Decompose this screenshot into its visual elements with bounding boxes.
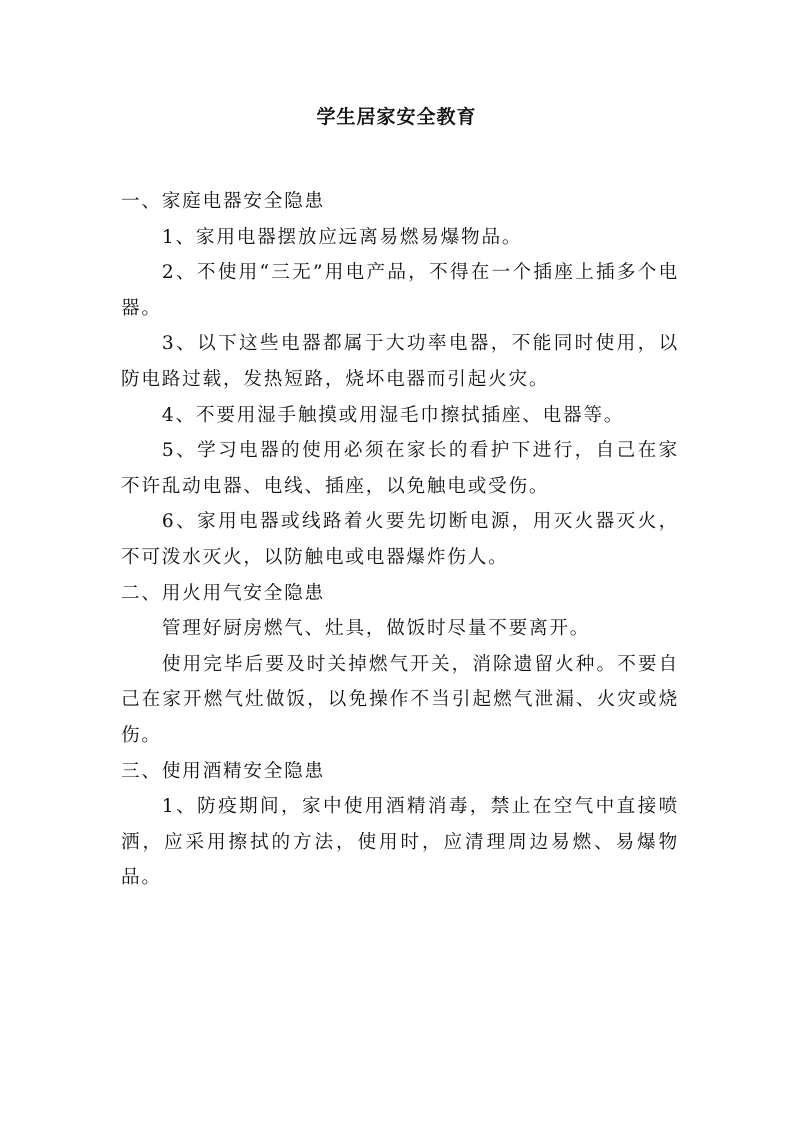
section-heading-fire-gas: 二、用火用气安全隐患 — [121, 582, 325, 604]
paragraph-electrical-5: 5、学习电器的使用必须在家长的看护下进行，自己在家不许乱动电器、电线、插座，以免触电或受伤。 — [121, 440, 679, 497]
document-body — [121, 184, 679, 896]
section-heading-alcohol: 三、使用酒精安全隐患 — [121, 760, 325, 782]
paragraph-alcohol-1: 1、防疫期间，家中使用酒精消毒，禁止在空气中直接喷洒，应采用擦拭的方法，使用时，应清理周边易燃、易爆物品。 — [121, 796, 679, 889]
paragraph-electrical-6: 6、家用电器或线路着火要先切断电源，用灭火器灭火，不可泼水灭火，以防触电或电器爆炸伤人。 — [121, 511, 679, 568]
document-title: 学生居家安全教育 — [316, 106, 477, 128]
paragraph-electrical-2: 2、不使用“三无”用电产品，不得在一个插座上插多个电器。 — [121, 262, 679, 319]
paragraph-fire-gas-2: 使用完毕后要及时关掉燃气开关，消除遗留火种。不要自己在家开燃气灶做饭，以免操作不当引起燃气泄漏、火灾或烧伤。 — [121, 653, 679, 746]
paragraph-electrical-4: 4、不要用湿手触摸或用湿毛巾擦拭插座、电器等。 — [161, 404, 625, 426]
paragraph-electrical-3: 3、以下这些电器都属于大功率电器，不能同时使用，以防电路过载，发热短路，烧坏电器而引起火灾。 — [121, 333, 679, 390]
paragraph-fire-gas-1: 管理好厨房燃气、灶具，做饭时尽量不要离开。 — [161, 618, 591, 640]
section-heading-electrical: 一、家庭电器安全隐患 — [121, 191, 325, 212]
paragraph-electrical-1: 1、家用电器摆放应远离易燃易爆物品。 — [161, 226, 523, 248]
